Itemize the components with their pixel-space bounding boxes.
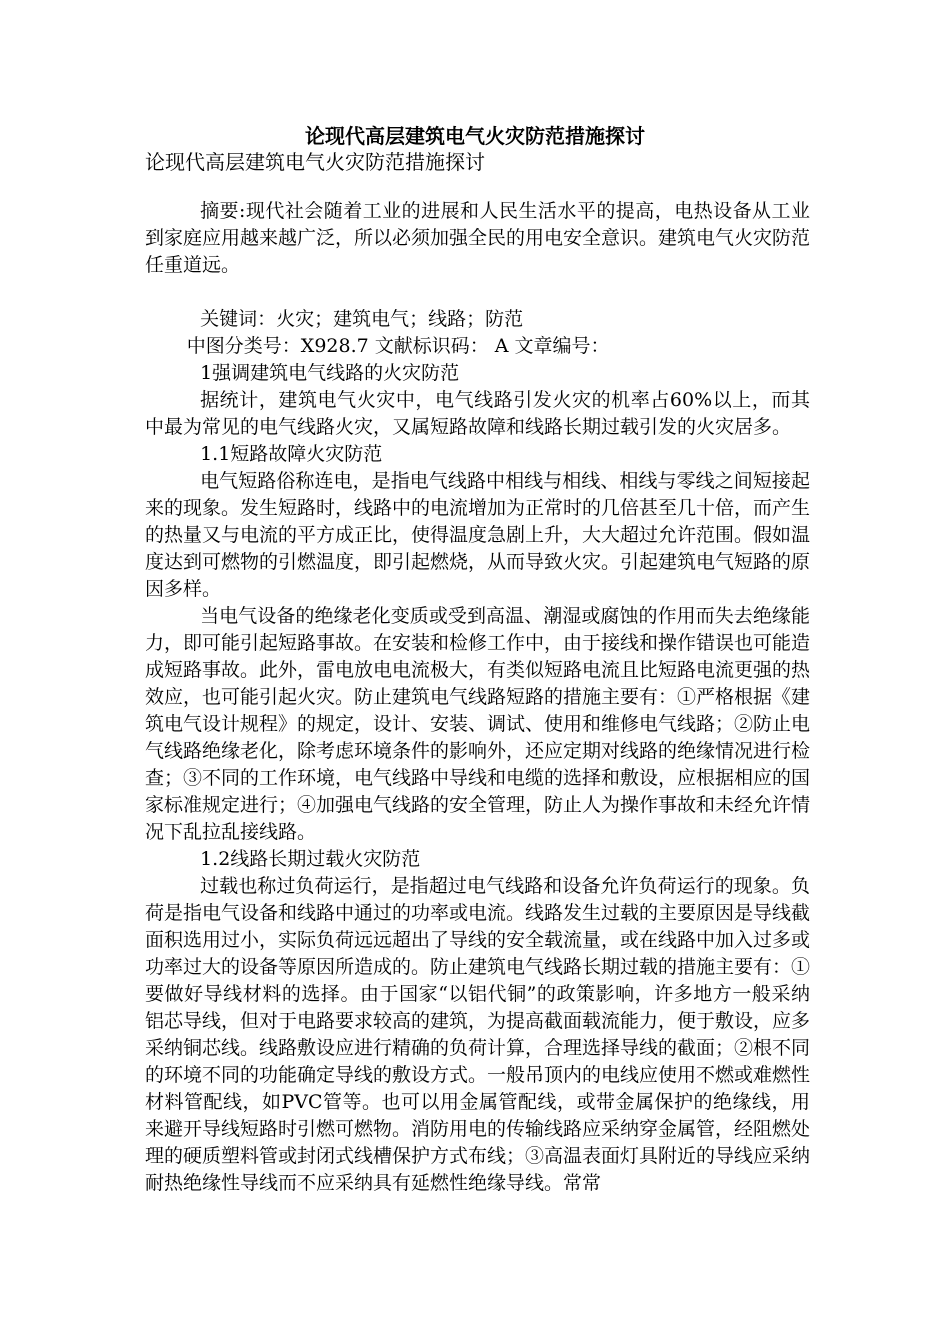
document-body — [145, 198, 810, 1197]
section-1-2-heading: 1.2线路长期过载火灾防范 — [200, 848, 421, 870]
classification-line: 中图分类号：X928.7 文献标识码： A 文章编号： — [186, 335, 610, 357]
section-1-1-heading: 1.1短路故障火灾防范 — [200, 443, 383, 465]
section-1-paragraph: 据统计，建筑电气火灾中，电气线路引发火灾的机率占60%以上，而其中最为常见的电气线路火灾，又属短路故障和线路长期过载引发的火灾居多。 — [145, 389, 810, 438]
keywords-line: 关键词：火灾；建筑电气；线路；防范 — [200, 308, 524, 330]
abstract-paragraph: 摘要:现代社会随着工业的进展和人民生活水平的提高，电热设备从工业到家庭应用越来越广泛，所以必须加强全民的用电安全意识。建筑电气火灾防范任重道远。 — [145, 200, 811, 276]
document-title: 论现代高层建筑电气火灾防范措施探讨 — [305, 124, 645, 148]
blank-line — [145, 279, 810, 306]
section-1-1-paragraph-2: 当电气设备的绝缘老化变质或受到高温、潮湿或腐蚀的作用而失去绝缘能力，即可能引起短路事故。在安装和检修工作中，由于接线和操作错误也可能造成短路事故。此外，雷电放电电流极大，有类似短路电流且比短路电流更强的热效应，也可能引起火灾。防止建筑电气线路短路的措施主要有：①严格根据《建筑电气设计规程》的规定，设计、安装、调试、使用和维修电气线路；②防止电气线路绝缘老化，除考虑环境条件的影响外，还应定期对线路的绝缘情况进行检查；③不同的工作环境，电气线路中导线和电缆的选择和敷设，应根据相应的国家标准规定进行；④加强电气线路的安全管理，防止人为操作事故和未经允许情况下乱拉乱接线路。 — [145, 605, 811, 843]
document-subtitle: 论现代高层建筑电气火灾防范措施探讨 — [145, 150, 485, 174]
section-1-1-paragraph-1: 电气短路俗称连电，是指电气线路中相线与相线、相线与零线之间短接起来的现象。发生短路时，线路中的电流增加为正常时的几倍甚至几十倍，而产生的热量又与电流的平方成正比，使得温度急剧上升，大大超过允许范围。假如温度达到可燃物的引燃温度，即引起燃烧，从而导致火灾。引起建筑电气短路的原因多样。 — [145, 470, 811, 600]
section-1-2-paragraph: 过载也称过负荷运行，是指超过电气线路和设备允许负荷运行的现象。负荷是指电气设备和线路中通过的功率或电流。线路发生过载的主要原因是导线截面积选用过小，实际负荷远远超出了导线的安全载流量，或在线路中加入过多或功率过大的设备等原因所造成的。防止建筑电气线路长期过载的措施主要有：①要做好导线材料的选择。由于国家“以铝代铜”的政策影响，许多地方一般采纳铝芯导线，但对于电路要求较高的建筑，为提高截面载流能力，便于敷设，应多采纳铜芯线。线路敷设应进行精确的负荷计算，合理选择导线的截面；②根不同的环境不同的功能确定导线的敷设方式。一般吊顶内的电线应使用不燃或难燃性材料管配线，如PVC管等。也可以用金属管配线，或带金属保护的绝缘线，用来避开导线短路时引燃可燃物。消防用电的传输线路应采纳穿金属管，经阻燃处理的硬质塑料管或封闭式线槽保护方式布线；③高温表面灯具附近的导线应采纳耐热绝缘性导线而不应采纳具有延燃性绝缘导线。常常 — [145, 875, 811, 1194]
section-1-heading: 1强调建筑电气线路的火灾防范 — [200, 362, 460, 384]
